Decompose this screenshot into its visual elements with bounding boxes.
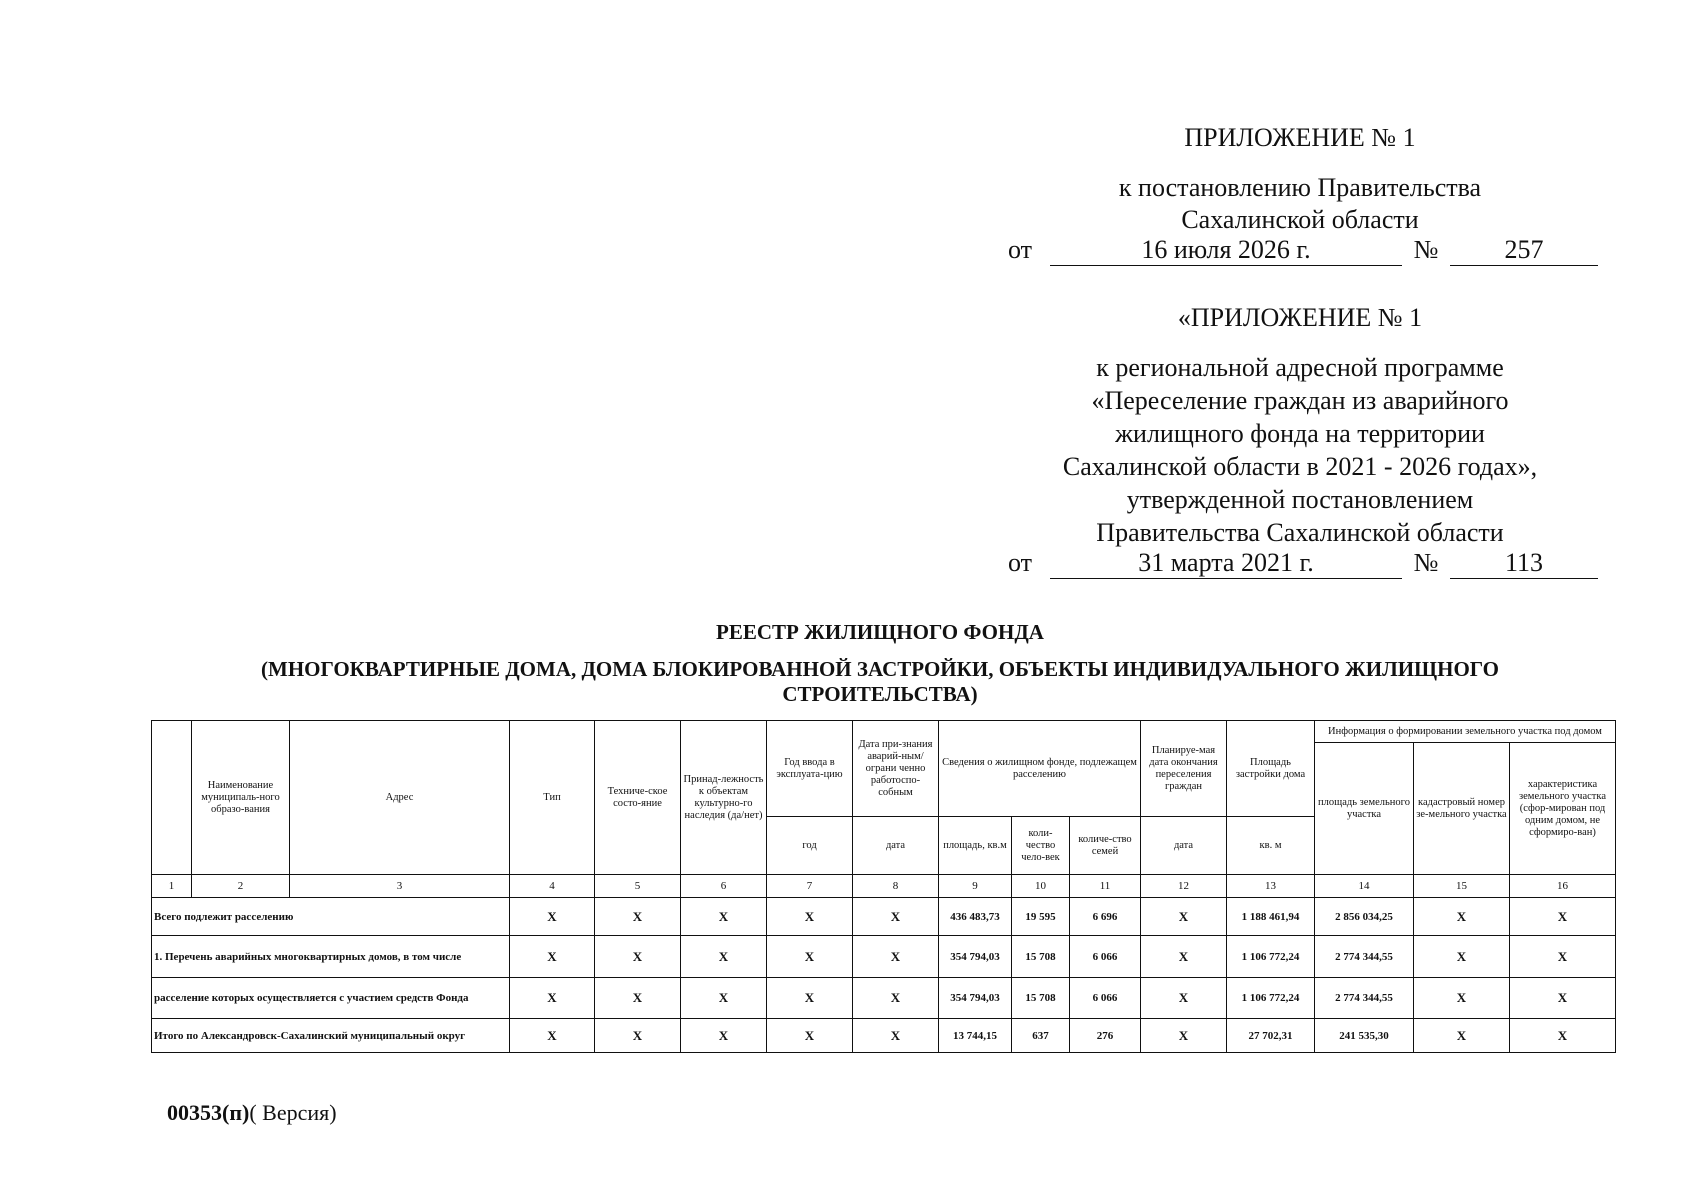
program-line-2: «Переселение граждан из аварийного [1091,386,1509,415]
column-number: 15 [1414,875,1510,898]
header-land-info: Информация о формировании земельного участка под домом [1315,721,1616,743]
cadastral-cell: X [1414,1019,1510,1053]
row-label: Всего подлежит расселению [152,898,510,936]
subheader-people: коли-чество чело-век [1012,817,1070,875]
header-year-commission: Год ввода в эксплуата-цию [767,721,853,817]
column-number: 3 [290,875,510,898]
from-label: от [1008,548,1033,577]
header-land-characteristic: характеристика земельного участка (сфор-мирован под одним домом, не сформиро-ван) [1510,743,1616,875]
year-cell: X [767,936,853,978]
program-line-1: к региональной адресной программе [1096,353,1504,382]
column-number: 7 [767,875,853,898]
families-cell: 6 696 [1070,898,1141,936]
building-area-cell: 1 106 772,24 [1227,936,1315,978]
land-char-cell: X [1510,936,1616,978]
program-line-5: утвержденной постановлением [1126,485,1474,514]
area-cell: 354 794,03 [939,936,1012,978]
program-number: 113 [1450,548,1598,579]
planned-cell: X [1141,936,1227,978]
decree-reference-line2: Сахалинской области [1181,205,1419,234]
appendix-heading: ПРИЛОЖЕНИЕ № 1 [1184,123,1416,152]
area-cell: 13 744,15 [939,1019,1012,1053]
header-type: Тип [510,721,595,875]
date-cell: X [853,898,939,936]
year-cell: X [767,898,853,936]
heritage-cell: X [681,1019,767,1053]
people-cell: 15 708 [1012,978,1070,1019]
area-cell: 436 483,73 [939,898,1012,936]
row-label: расселение которых осуществляется с участием средств Фонда [152,978,510,1019]
land-char-cell: X [1510,1019,1616,1053]
column-number: 8 [853,875,939,898]
date-cell: X [853,936,939,978]
program-line-3: жилищного фонда на территории [1115,419,1485,448]
program-line-6: Правительства Сахалинской области [1096,518,1504,547]
families-cell: 6 066 [1070,936,1141,978]
land-char-cell: X [1510,898,1616,936]
decree-date-line [1008,235,1593,268]
program-date-line [1008,548,1593,581]
program-date: 31 марта 2021 г. [1050,548,1402,579]
program-line-4: Сахалинской области в 2021 - 2026 годах», [1062,452,1538,481]
column-number: 11 [1070,875,1141,898]
column-number: 5 [595,875,681,898]
number-sign: № [1413,235,1439,264]
header-emergency-date: Дата при-знания аварий-ным/ограни ченно работоспо-собным [853,721,939,817]
table-row [152,936,1616,978]
land-area-cell: 241 535,30 [1315,1019,1414,1053]
row-label: Итого по Александровск-Сахалинский муниципальный округ [152,1019,510,1053]
column-number: 12 [1141,875,1227,898]
column-number: 13 [1227,875,1315,898]
type-cell: X [510,898,595,936]
land-area-cell: 2 774 344,55 [1315,936,1414,978]
subheader-area: площадь, кв.м [939,817,1012,875]
tech-cell: X [595,978,681,1019]
housing-registry-table [151,720,1616,1053]
date-cell: X [853,1019,939,1053]
header-land-area: площадь земельного участка [1315,743,1414,875]
header-address: Адрес [290,721,510,875]
header-tech-state: Техниче-ское состо-яние [595,721,681,875]
document-code: 00353(п) [167,1100,250,1125]
table-row [152,1019,1616,1053]
building-area-cell: 1 106 772,24 [1227,978,1315,1019]
cadastral-cell: X [1414,898,1510,936]
column-number: 4 [510,875,595,898]
cadastral-cell: X [1414,978,1510,1019]
planned-cell: X [1141,898,1227,936]
quoted-appendix-heading: «ПРИЛОЖЕНИЕ № 1 [1177,303,1423,332]
number-sign: № [1413,548,1439,577]
type-cell: X [510,1019,595,1053]
header-housing-info: Сведения о жилищном фонде, подлежащем расселению [939,721,1141,817]
planned-cell: X [1141,978,1227,1019]
decree-date: 16 июля 2026 г. [1050,235,1402,266]
land-char-cell: X [1510,978,1616,1019]
header-rownum-blank [152,721,192,875]
header-planned-end: Планируе-мая дата окончания переселения граждан [1141,721,1227,817]
heritage-cell: X [681,898,767,936]
subheader-year: год [767,817,853,875]
header-building-area: Площадь застройки дома [1227,721,1315,817]
registry-title: РЕЕСТР ЖИЛИЩНОГО ФОНДА [716,620,1044,644]
families-cell: 6 066 [1070,978,1141,1019]
row-label: 1. Перечень аварийных многоквартирных домов, в том числе [152,936,510,978]
column-number: 1 [152,875,192,898]
building-area-cell: 27 702,31 [1227,1019,1315,1053]
area-cell: 354 794,03 [939,978,1012,1019]
type-cell: X [510,978,595,1019]
building-area-cell: 1 188 461,94 [1227,898,1315,936]
header-heritage: Принад-лежность к объектам культурно-го наследия (да/нет) [681,721,767,875]
type-cell: X [510,936,595,978]
heritage-cell: X [681,978,767,1019]
document-footer [167,1100,337,1126]
planned-cell: X [1141,1019,1227,1053]
header-municipality: Наименование муниципаль-ного образо-вания [192,721,290,875]
decree-reference-line1: к постановлению Правительства [1118,173,1482,202]
document-version: ( Версия) [249,1100,337,1125]
subheader-families: количе-ство семей [1070,817,1141,875]
column-number: 10 [1012,875,1070,898]
header-cadastral: кадастровый номер зе-мельного участка [1414,743,1510,875]
year-cell: X [767,1019,853,1053]
tech-cell: X [595,1019,681,1053]
subheader-date: дата [853,817,939,875]
year-cell: X [767,978,853,1019]
land-area-cell: 2 856 034,25 [1315,898,1414,936]
date-cell: X [853,978,939,1019]
decree-number: 257 [1450,235,1598,266]
table-row [152,978,1616,1019]
families-cell: 276 [1070,1019,1141,1053]
column-number: 16 [1510,875,1616,898]
column-number: 2 [192,875,290,898]
column-number: 14 [1315,875,1414,898]
table-row [152,898,1616,936]
subheader-planned-date: дата [1141,817,1227,875]
tech-cell: X [595,936,681,978]
heritage-cell: X [681,936,767,978]
tech-cell: X [595,898,681,936]
people-cell: 19 595 [1012,898,1070,936]
registry-subtitle-line2: СТРОИТЕЛЬСТВА) [782,682,978,706]
column-number: 9 [939,875,1012,898]
cadastral-cell: X [1414,936,1510,978]
column-number: 6 [681,875,767,898]
subheader-building-sqm: кв. м [1227,817,1315,875]
people-cell: 15 708 [1012,936,1070,978]
from-label: от [1008,235,1033,264]
people-cell: 637 [1012,1019,1070,1053]
land-area-cell: 2 774 344,55 [1315,978,1414,1019]
registry-subtitle-line1: (МНОГОКВАРТИРНЫЕ ДОМА, ДОМА БЛОКИРОВАННОЙ ЗАСТРОЙКИ, ОБЪЕКТЫ ИНДИВИДУАЛЬНОГО ЖИЛИЩНОГО [261,657,1499,681]
